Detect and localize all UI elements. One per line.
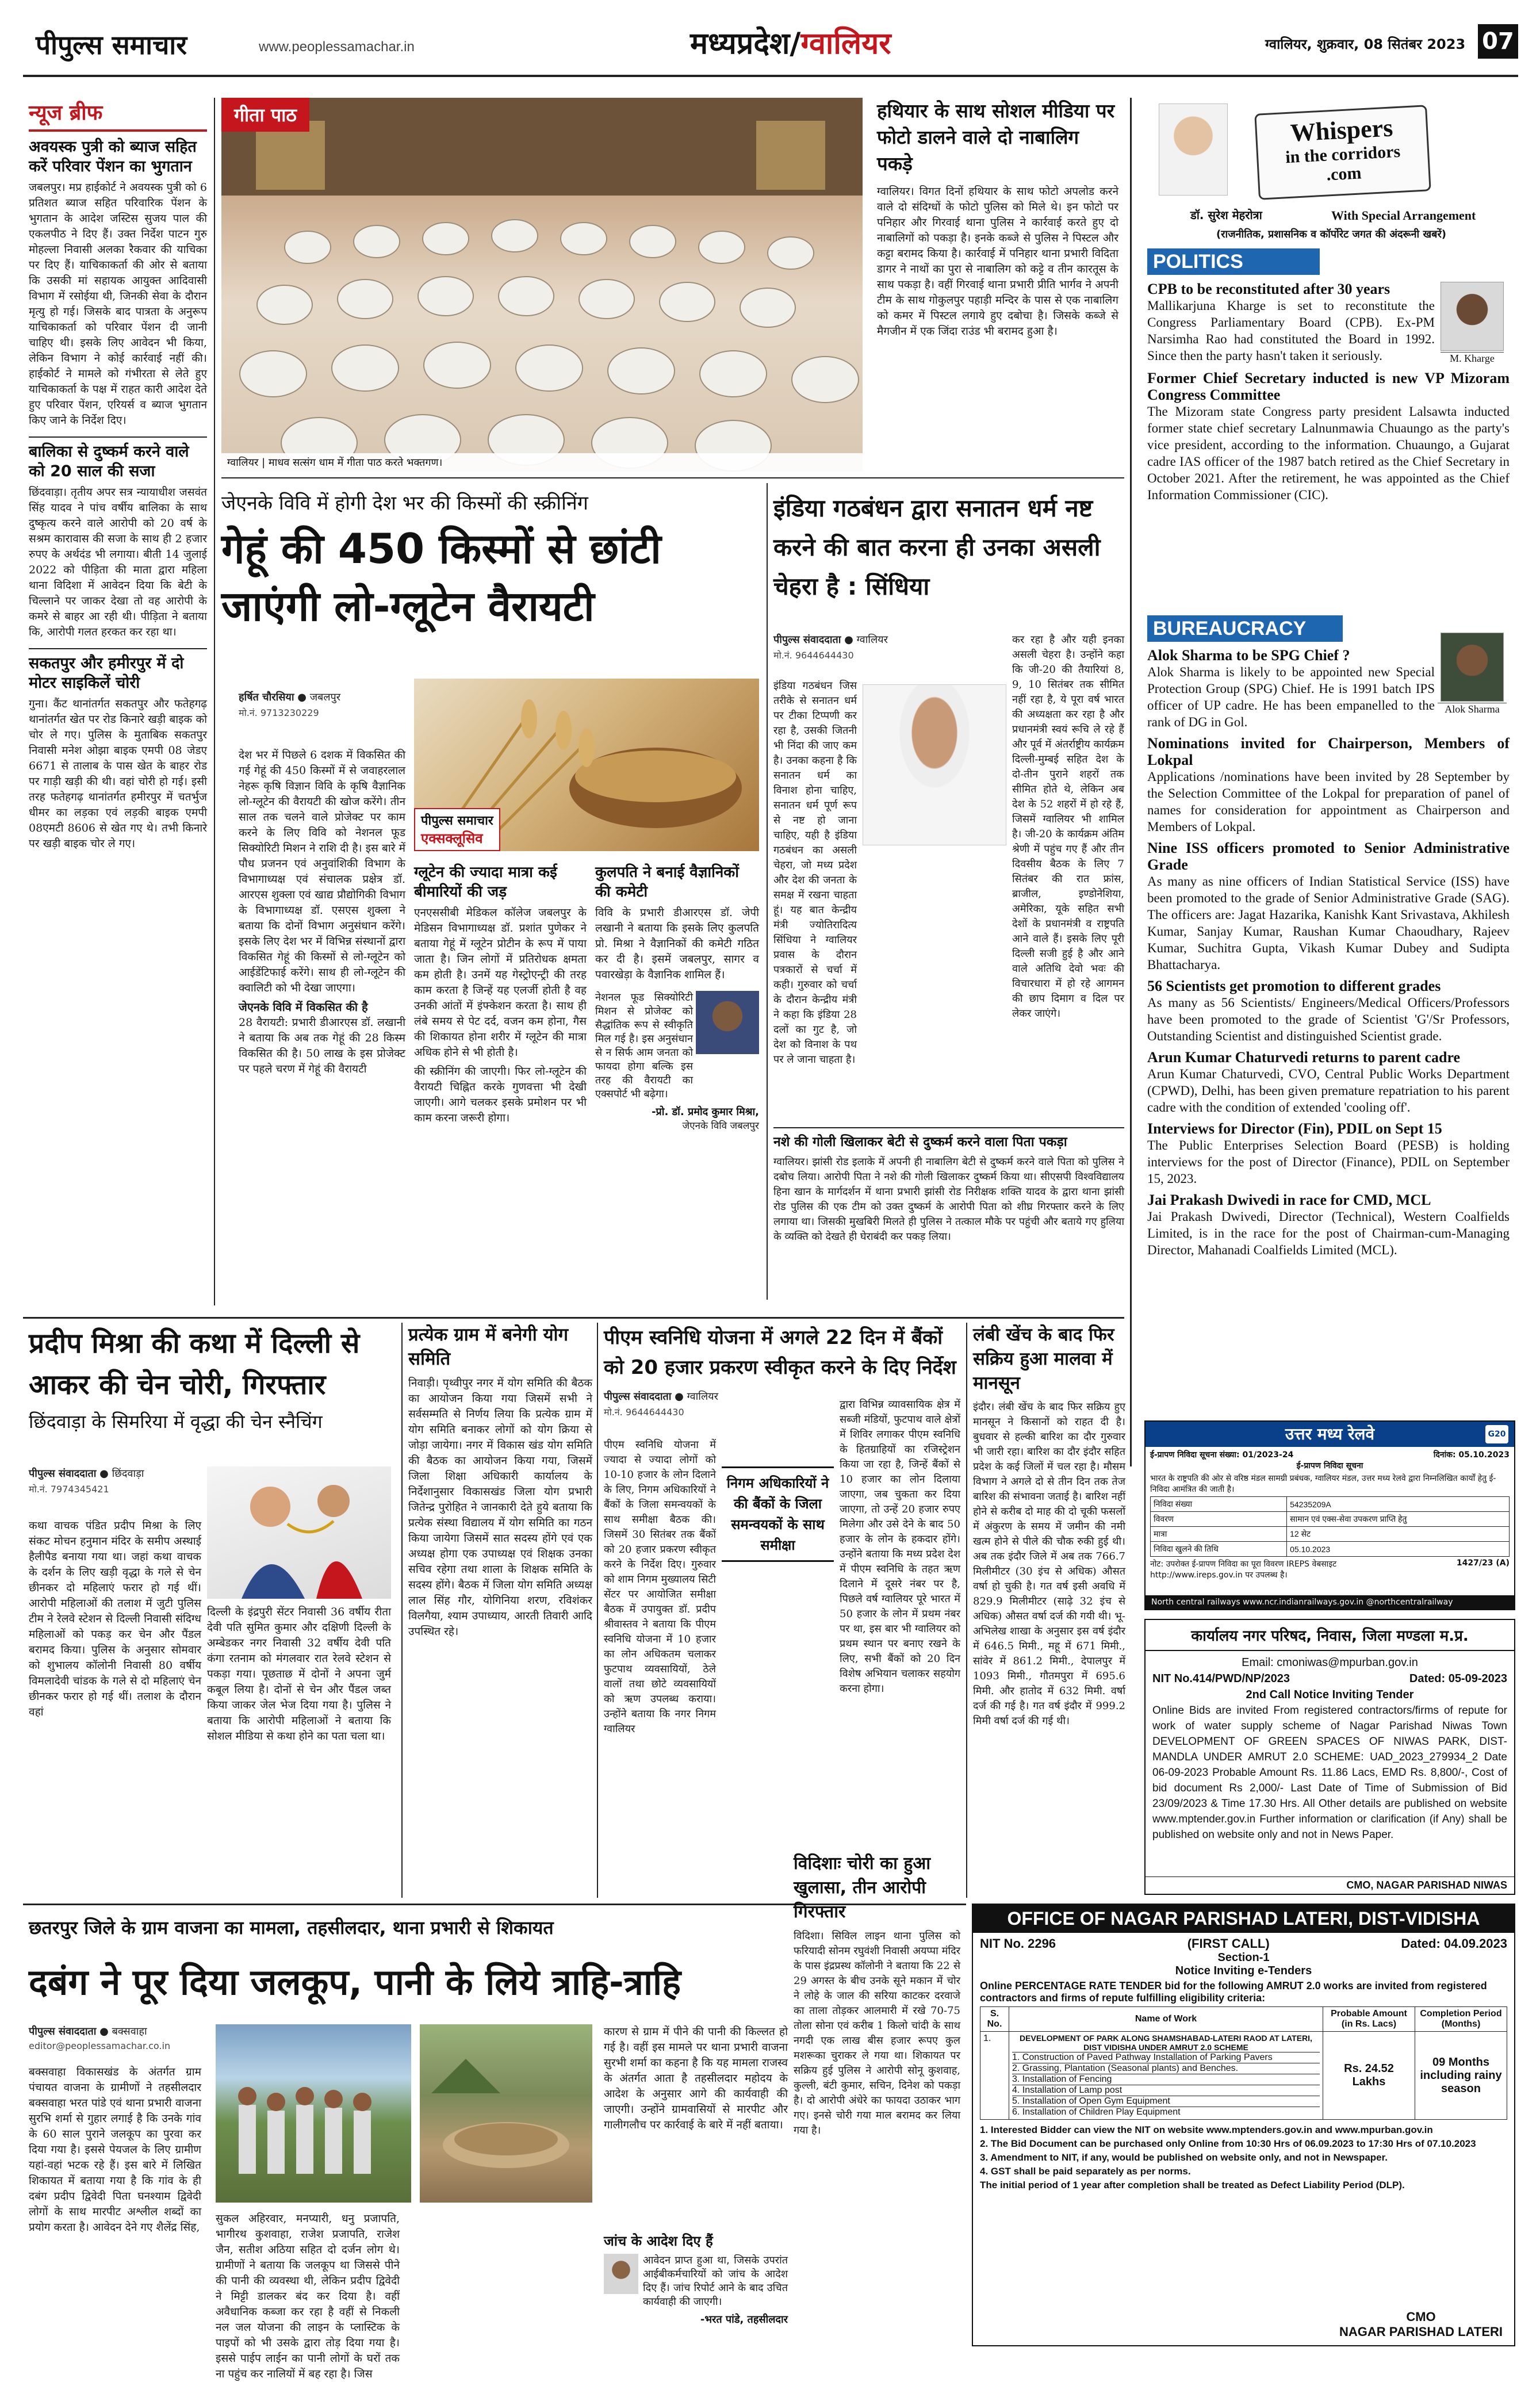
wheat-reporter: हर्षित चौरसिया: [239, 691, 294, 703]
wheat-subhead-2: ग्लूटेन की ज्यादा मात्रा कई बीमारियों की जड़: [414, 864, 557, 901]
chhatarpur-body-1: बक्सवाहा विकासखंड के अंतर्गत ग्राम पंचायत वाजना के ग्रामीणों ने तहसीलदार बक्सवाहा भरत पांडे एवं थाना प्रभारी वाजना सुरभि शर्मा से गुहार लगाई है कि उनके गांव के 60 साल पुराने जलकूप का पुरवा कर दिया गया है। इससे पेयजल के लिए ग्रामीण यहां-वहां भटक रहे हैं। इस बारे में लिखित शिकायत में बताया गया है कि गांव के ही दबंग प्रदीप द्विवेदी पिता घनश्याम द्विवेदी लोगों के साथ मारपीट अश्लील शब्दों का प्रयोग करता है। आवेदन देने गए शैलेंद्र सिंह,: [29, 2066, 201, 2234]
g20-logo: G20: [1485, 1425, 1508, 1443]
wheat-col-3: [595, 863, 759, 1134]
col-sno: S. No.: [980, 2007, 1009, 2032]
brief-body: छिंदवाड़ा। तृतीय अपर सत्र न्यायाधीश जसवंत सिंह यादव ने पांच वर्षीय बालिका के साथ दुष्कृत्य करने वाले आरोपी को 20 वर्ष के सश्रम कारावास की सजा के साथ ही 2 हजार रुपए के अर्थदंड भी लगाया। बीती 14 जुलाई 2022 को पीड़िता की माता द्वारा महिला थाना विदिशा में आवेदन दिया कि बेटी के चिल्लाने पर जाकर देखा तो वह आरोपी के कमरे से बाहर आ रही थी। पीड़िता ने बताया कि, आरोपी गलत हरकत कर रहा था।: [29, 486, 207, 638]
column-rule: [767, 483, 768, 1300]
bureaucracy-headline: 56 Scientists get promotion to different grades: [1147, 978, 1441, 994]
bureaucracy-body: Arun Kumar Chaturvedi, CVO, Central Public Works Department (CPWD), Delhi, has been given premature repatriation to his parent cadre with the condition of extended 'cooling off'.: [1147, 1067, 1510, 1115]
monsoon-headline: लंबी खेंच के बाद फिर सक्रिय हुआ मालवा में मानसून: [973, 1324, 1114, 1393]
railway-subtitle: ई-प्रापण निविदा सूचना: [1296, 1461, 1363, 1470]
wheat-photo: [414, 679, 759, 851]
scindia-city: ग्वालियर: [856, 634, 888, 646]
railway-note-text[interactable]: नोट: उपरोक्त ई-प्रापण निविदा का पूरा विवरण IREPS वेबसाइट http://www.ireps.gov.in पर उपलब्ध है।: [1150, 1560, 1337, 1580]
chhatarpur-kicker: छतरपुर जिले के ग्राम वाजना का मामला, तहसीलदार, थाना प्रभारी से शिकायत: [29, 1917, 554, 1939]
page-number: 07: [1478, 24, 1518, 59]
lateri-footer-1: CMO: [1406, 2310, 1436, 2324]
monsoon-story: [973, 1323, 1125, 1898]
wheat-body-3: विवि के प्रभारी डीआरएस डॉ. जेपी लखानी ने बताया कि इसके लिए कुलपति प्रो. मिश्रा ने वैज्ञानिकों की कमेटी गठित कर दी है। इसमें जबलपुर, सागर व पवारखेड़ा के वैज्ञानिक शामिल हैं।: [595, 906, 759, 981]
wheat-col-2: [414, 863, 587, 1126]
bureaucracy-headline: Alok Sharma to be SPG Chief ?: [1147, 647, 1350, 664]
gita-path-caption: ग्वालियर | माधव सत्संग धाम में गीता पाठ करते भक्तगण।: [221, 453, 863, 472]
wheat-headline: गेहूं की 450 किस्मों से छांटी जाएंगी लो-ग्लूटेन वैरायटी: [221, 524, 661, 630]
cell-sno: 1.: [980, 2032, 1009, 2120]
lateri-tender-ad: [972, 1904, 1515, 2346]
lateri-intro: Online PERCENTAGE RATE TENDER bid for the following AMRUT 2.0 works are invited from registered contractors and firms of repute fulfilling eligibility criteria:: [980, 1980, 1487, 2004]
svanidhi-pull-quote: निगम अधिकारियों ने की बैंकों के जिला समन्वयकों के साथ समीक्षा: [722, 1466, 834, 1562]
monsoon-body: इंदौर। लंबी खेंच के बाद फिर सक्रिय हुए मानसून ने किसानों को राहत दी है। बुधवार से हल्की बारिश का दौर गुरुवार भी जारी रहा। बारिश का दौर इंदौर सहित प्रदेश के कई जिलों में चल रहा है। मौसम विभाग ने अगले दो से तीन दिन तक तेज बारिश की संभावना जताई है। बारिश नहीं होने से करीब दो माह की दो चूकी फसलों में अंकुरण के समय में जमीन की नमी खत्म होने से पीले की चौक रुकी हुई थी। अब तक इंदौर जिले में अब तक 766.7 मिलीमीटर (30 इंच से अधिक) औसत वर्षा हो चुकी है। गत वर्ष इसी अवधि में 829.9 मिलीमीटर (साढ़े 32 इंच से अधिक) औसत वर्षा दर्ज की गयी थी। भू-अभिलेख शाखा के अनुसार इस वर्ष इंदौर में 646.5 मिमी., महू में 671 मिमी., सांवेर में 861.2 मिमी., देपालपुर में 1093 मिमी., गौतमपुरा में 695.6 मिमी. और हातोद में 632 मिमी. वर्षा दर्ज की गई है। गत वर्ष इंदौर में 999.2 मिमी वर्षा दर्ज की गई थी।: [973, 1401, 1125, 1727]
railway-tender-ad: [1144, 1420, 1515, 1610]
component: 3. Installation of Fencing: [1012, 2074, 1320, 2085]
wheat-subhead-1: जेएनके विवि में विकसित की है: [239, 1000, 368, 1014]
wheat-body-text: 28 वैरायटी: प्रभारी डीआरएस डॉ. लखानी ने बताया कि अब तक गेहूं की 28 किस्म विकसित की है। 50 लाख के इस प्रोजेक्ट पर पहले चरण में गेहूं की वैरायटी: [239, 1016, 405, 1075]
table-row: [1151, 1542, 1510, 1557]
scindia-bureau: पीपुल्स संवाददाता: [773, 634, 841, 646]
wheat-quote-author: -प्रो. डॉ. प्रमोद कुमार मिश्रा,: [652, 1106, 759, 1118]
svanidhi-byline: पीपुल्स संवाददाता ● ग्वालियर मो.नं. 9644644430: [604, 1389, 960, 1418]
mandla-body-block: [1146, 1651, 1514, 1846]
chain-bureau: पीपुल्स संवाददाता: [29, 1468, 97, 1480]
lateri-note: 1. Interested Bidder can view the NIT on website www.mptenders.gov.in and www.mpurban.gov.in: [980, 2124, 1433, 2135]
section-title-right: ग्वालियर: [800, 26, 891, 61]
lateri-body: [973, 1933, 1514, 2196]
section-title-left: मध्यप्रदेश/: [690, 26, 801, 61]
brief-item: [29, 137, 207, 428]
chain-illustration: [207, 1466, 391, 1599]
lateri-dated: Dated: 04.09.2023: [1401, 1936, 1507, 1951]
weapons-headline: हथियार के साथ सोशल मीडिया पर फोटो डालने वाले दो नाबालिग पकड़े: [877, 99, 1115, 175]
politics-headline: CPB to be reconstituted after 30 years: [1147, 281, 1390, 297]
brief-item: [29, 648, 207, 852]
column-rule: [401, 1323, 403, 1898]
wheat-quote-box: [595, 991, 759, 1134]
yoga-headline: प्रत्येक ग्राम में बनेगी योग समिति: [408, 1324, 569, 1369]
wheat-body-2b: की स्क्रीनिंग की जाएगी। फिर लो-ग्लूटेन की वैरायटी चिह्नित करके गुणवत्ता भी देखी जाएगी। आगे चलकर इसके प्रमोशन पर भी काम करना जरूरी होगा।: [414, 1065, 587, 1124]
politics-body: The Mizoram state Congress party president Lalsawta inducted former state chief secretary Lalnunmawia Chuaungo as the party's vice president, according to the information. Chuaungo, a Gujarat cadre IAS officer of the 1987 batch retired as the Chief Secretary in October 2021. After the retirement, he was appointed as the Chief Information Commissioner (CIC).: [1147, 404, 1510, 502]
brief-headline: अवयस्क पुत्री को ब्याज सहित करें परिवार पेंशन का भुगतान: [29, 138, 197, 175]
father-arrest-headline: नशे की गोली खिलाकर बेटी से दुष्कर्म करने वाला पिता पकड़ा: [773, 1135, 1067, 1150]
railway-title: उत्तर मध्य रेलवे: [1285, 1424, 1375, 1443]
component: 1. Construction of Paved Pathway Installation of Parking Pavers: [1012, 2052, 1320, 2063]
politics-headline: Former Chief Secretary inducted is new VP Mizoram Congress Committee: [1147, 370, 1510, 403]
brief-body: जबलपुर। मप्र हाईकोर्ट ने अवयस्क पुत्री को 6 प्रतिशत ब्याज सहित परिवारिक पेंशन के भुगतान के आदेश जस्टिस सुजय पाल की एकलपीठ ने दिए हैं। उक्त निर्देश पाटन गुरु मोहल्ला निवासी अलका रैकवार की याचिका पर दिए हैं। याचिकाकर्ता की ओर से बताया कि उसकी मां सहायक आयुक्त आदिवासी विभाग में रसोईया थी, जिनकी सेवा के दौरान मृत्यु हो गई। जिसके बाद पात्रता के अनुरूप याचिकाकर्ता को परिवार पेंशन दी जानी चाहिए थी। इसके लिए आवेदन भी किया, लेकिन विभाग ने कोई कार्रवाई नहीं की। हाईकोर्ट ने मामले को गंभीरता से लेते हुए याचिकाकर्ता के पक्ष में राहत कारी आदेश देते हुए परिवार पेंशन, एरियर्स व ब्याज भुगतान किए जाने के निर्देश दिए।: [29, 181, 207, 427]
component: 5. Installation of Open Gym Equipment: [1012, 2096, 1320, 2107]
politics-body: Mallikarjuna Kharge is set to reconstitute the Congress Parliamentary Board (CPB). Ex-PM Narsimha Rao had constituted the Board in 1992. Since then the party hasn't taken it seriously.: [1147, 298, 1435, 363]
wheat-city: जबलपुर: [309, 691, 341, 703]
railway-date: दिनांक: 05.10.2023: [1433, 1450, 1510, 1460]
wheat-body-1: [239, 748, 405, 1077]
chhatarpur-inset: [604, 2231, 788, 2326]
table-cell: विवरण: [1151, 1512, 1287, 1527]
railway-notice-label: ई-प्रापण निविदा सूचना संख्या:: [1150, 1450, 1240, 1460]
component: 4. Installation of Lamp post: [1012, 2085, 1320, 2096]
section-title: [690, 22, 891, 63]
svanidhi-city: ग्वालियर: [687, 1391, 718, 1403]
brief-headline: सकतपुर और हमीरपुर में दो मोटर साइकिलें चोरी: [29, 654, 184, 692]
sharma-caption: Alok Sharma: [1438, 703, 1507, 715]
bureaucracy-body: Alok Sharma is likely to be appointed new Special Protection Group (SPG) Chief. He is 1991 batch IPS officer of UP cadre. He has been empanelled to the rank of DG in Gol.: [1147, 665, 1435, 729]
chhatarpur-inset-head: जांच के आदेश दिए हैं: [604, 2233, 713, 2249]
lateri-note: 4. GST shall be paid separately as per norms.: [980, 2166, 1191, 2177]
scindia-byline: पीपुल्स संवाददाता ● ग्वालियर मो.नं. 9644644430: [773, 634, 888, 661]
chhatarpur-byline: पीपुल्स संवाददाता ● बक्सवाहा editor@peoplessamachar.co.in: [29, 2025, 171, 2051]
table-cell: 05.10.2023: [1287, 1542, 1510, 1557]
mandla-body: Online Bids are invited From registered contractors/firms of repute for work of water supply scheme of Nagar Parishad Niwas Town DEVELOPMENT OF GREEN SPACES OF NIWAS PARK, DIST-MANDLA UNDER AMRUT 2.0 SCHEME: UAD_2023_279934_2 Date 06-09-2023 Probable Amount Rs. 11.86 Lacs, EMD Rs. 8,800/-, Cost of bid document Rs 2,000/- Last Date of Time of Submission of Bid 23/09/2023 & Time 17.30 Hrs. All Other details are published on website www.mptender.gov.in Further information or clarification (if Any) shall be published on website only and not in News Paper.: [1152, 1705, 1507, 1841]
vidisha-headline: विदिशाः चोरी का हुआ खुलासा, तीन आरोपी गिरफ्तार: [794, 1853, 930, 1922]
component: 6. Installation of Children Play Equipment: [1012, 2107, 1320, 2117]
cell-period: 09 Months including rainy season: [1415, 2032, 1507, 2120]
lateri-header-line: [980, 1936, 1507, 1951]
chain-body-2: दिल्ली के इंद्रपुरी सेंटर निवासी 36 वर्षीय रीता देवी पति सुमित कुमार और दक्षिणी दिल्ली के अम्बेडकर नगर निवासी 32 वर्षीय देवी पति कंगा रतनाम को मंगलवार रात रेलवे स्टेशन से पकड़ा गया। पूछताछ में दोनों ने अपना जुर्म कबूल लिया है। दोनों से चेन और पैंडल जब्त किया जाकर जेल भेज दिया गया है। पुलिस ने बताया कि आरोपी महिलाओं ने बताया कि सोशल मीडिया से कथा होने का पता चला था।: [207, 1606, 391, 1743]
column-rule: [1130, 98, 1132, 1466]
lateri-table: [980, 2006, 1507, 2120]
col-amount: Probable Amount (in Rs. Lacs): [1323, 2007, 1415, 2032]
table-cell: निविदा संख्या: [1151, 1497, 1287, 1512]
lateri-note: The initial period of 1 year after completion shall be treated as Defect Liability Period (DLP).: [980, 2180, 1405, 2190]
chain-body-1: कथा वाचक पंडित प्रदीप मिश्रा के लिए संकट मोचन हनुमान मंदिर के समीप अस्थाई हैलीपैड बनाया गया था। जहां कथा वाचक के दर्शन के लिए खड़ी वृद्धा के गले से चेन छीनकर दो महिलाएं फरार हो गई थीं। आरोपी महिलाओं की तलाश में जुटी पुलिस टीम ने रेलवे स्टेशन से दिल्ली निवासी संदिग्ध महिलाओं को पकड़ कर चेन और पैंडल बरामद किया। पुलिस के अनुसार सोमवार को शुभालय कॉलोनी निवासी 80 वर्षीय विमलादेवी चांडक के गले से दो महिलाएं चेन छीनकर फरार हो गई थीं। तलाश के दौरान वहां: [29, 1519, 201, 1718]
mandla-tender-ad: [1144, 1619, 1515, 1895]
brief-headline: बालिका से दुष्कर्म करने वाले को 20 साल की सजा: [29, 443, 189, 480]
wheat-subhead-3: कुलपति ने बनाई वैज्ञानिकों की कमेटी: [595, 864, 740, 901]
chhatarpur-bureau: पीपुल्स संवाददाता: [29, 2025, 97, 2038]
column-rule: [966, 1323, 967, 1898]
bureaucracy-headline: Arun Kumar Chaturvedi returns to parent cadre: [1147, 1049, 1461, 1066]
railway-table: [1150, 1496, 1510, 1557]
cell-work: [1009, 2032, 1323, 2120]
scindia-mobile: मो.नं. 9644644430: [773, 650, 854, 661]
table-cell: 12 सेट: [1287, 1527, 1510, 1542]
wheat-mobile: मो.नं. 9713230229: [239, 707, 319, 718]
wheat-quote-role: जेएनके विवि जबलपुर: [682, 1120, 759, 1132]
mandla-nit-line: [1152, 1671, 1507, 1687]
cell-amount: Rs. 24.52 Lakhs: [1323, 2032, 1415, 2120]
lateri-call: (FIRST CALL): [1187, 1936, 1270, 1951]
vidisha-story: [794, 1852, 960, 2346]
exclusive-logo: पीपुल्स समाचार: [421, 814, 493, 828]
lateri-footer: [1339, 2310, 1503, 2339]
whispers-logo-line3: .com: [1326, 163, 1362, 185]
chain-city: छिंदवाड़ा: [112, 1468, 144, 1480]
kharge-caption: M. Kharge: [1441, 352, 1504, 365]
svanidhi-body-2: द्वारा विभिन्न व्यावसायिक क्षेत्र में सब्जी मंडियों, फुटपाथ वाले क्षेत्रों में शिविर लगाकर पीएम स्वनिधि के हितग्राहियों का रजिस्ट्रेशन किया जा रहा है, जिन्हें बैंकों से 10 हजार का लोन दिलाया जाएगा, जब चुकता कर दिया जाएगा, तो उन्हें 20 हजार रुपए मिलेगा और उसे देने के बाद 50 हजार के लोन के हकदार होंगे। उन्होंने बताया कि मध्य प्रदेश देश में पीएम स्वनिधि के तहत ऋण दिलाने में दूसरे नंबर पर है, पिछले वर्ष ग्वालियर पूरे भारत में 50 हजार के लोन में प्रथम नंबर पर था, इस बार भी ग्वालियर को प्रथम स्थान पर बनाए रखने के लिए, सभी बैंकों को 20 दिन विशेष अभियान चलाकर सहयोग करना होगा।: [840, 1399, 960, 1695]
svanidhi-mobile: मो.नं. 9644644430: [604, 1407, 684, 1418]
mandla-title: कार्यालय नगर परिषद, निवास, जिला मण्डला म.प्र.: [1146, 1620, 1514, 1651]
railway-title-band: [1146, 1422, 1514, 1447]
section-rule: [773, 1127, 1124, 1128]
table-row: [1151, 1497, 1510, 1512]
chhatarpur-inset-body: आवेदन प्राप्त हुआ था, जिसके उपरांत आईबीकर्मचारियों को जांच के आदेश दिए हैं। जांच रिपोर्ट आने के बाद उचित कार्यवाही की जाएगी।: [643, 2254, 788, 2308]
lateri-nit: NIT No. 2296: [980, 1936, 1056, 1951]
chhatarpur-body-3: कारण से ग्राम में पीने की पानी की किल्लत हो गई है। वहीं इस मामले पर थाना प्रभारी वाजना सुरभी शर्मा का कहना है कि यह मामला राजस्व के अंतर्गत आता है तहसीलदार महोदय के आदेश के अनुसार आगे की कार्यवाही की जाएगी। उन्होंने ग्रामवासियों से मारपीट और गालीगलौच पर कार्रवाई के बारे में नहीं बताया।: [604, 2025, 788, 2131]
bureaucracy-items: [1147, 647, 1510, 1258]
table-row: [1151, 1527, 1510, 1542]
father-arrest-story: [773, 1132, 1124, 1304]
mandla-subtitle: 2nd Call Notice Inviting Tender: [1246, 1688, 1414, 1701]
scindia-body-1: इंडिया गठबंधन जिस तरीके से सनातन धर्म पर टीका टिप्पणी कर रहा है, उसकी जितनी भी निंदा की जाए कम है। उनका कहना है कि सनातन धर्म का विनाश होना चाहिए, सनातन धर्म पूर्ण रूप से नष्ट हो जाना चाहिए, यही है इंडिया गठबंधन का असली चेहरा, जो मध्य प्रदेश और देश की जनता के समक्ष में रखना चाहता हूं। यह बात केन्द्रीय मंत्री ज्योतिरादित्य सिंधिया ने ग्वालियर प्रवास के दौरान पत्रकारों से चर्चा में कही। गुरुवार को चर्चा के दौरान केन्द्रीय मंत्री ने कहा कि इंडिया 28 दलों का गुट है, जो देश को विनाश के पथ पर ले जाना चाहता है।: [773, 680, 857, 1066]
scindia-headline: इंडिया गठबंधन द्वारा सनातन धर्म नष्ट करने की बात करना ही उनका असली चेहरा है : सिंधिया: [773, 494, 1101, 600]
table-cell: 54235209A: [1287, 1497, 1510, 1512]
section-rule: [23, 1317, 1124, 1319]
wheat-story: [221, 483, 762, 1305]
chhatarpur-photo-1: [216, 2024, 411, 2203]
gita-path-photo: [221, 98, 863, 472]
mandla-dated: Dated: 05-09-2023: [1409, 1672, 1507, 1685]
website[interactable]: www.peoplessamachar.in: [259, 39, 415, 55]
table-header-row: [980, 2007, 1507, 2032]
chhatarpur-city: बक्सवाहा: [112, 2025, 147, 2038]
yoga-body: निवाड़ी। पृथ्वीपुर नगर में योग समिति की बैठक का आयोजन किया गया जिसमें सभी ने सर्वसम्मति से निर्णय लिया कि प्रत्येक ग्राम में योग समिति बनाकर लोगों को योग क्रिया से जोड़ा जायेगा। नगर में विकास खंड योग समिति की बैठक का आयोजन किया गया, जिसमें जिला शिक्षा अधिकारी कार्यालय के निर्देशानुसार विकासखंड जिला योग प्रभारी जितेन्द्र पुरोहित ने जानकारी देते हुये बताया कि प्रत्येक संस्था विद्यालय में योग समिति का गठन किया जायेगा जिसमें सात सदस्य होंगे एवं एक अध्यक्ष होगा एक उपाध्यक्ष एवं शिक्षक उनका सचिव रहेगा तथा शाला के शिक्षक समिति के सदस्य होंगे। बैठक में जिला योग समिति अध्यक्ष लाल सिंह गौर, योगिनिया शरण, रविशंकर विलगैया, श्याम उपाध्याय, आरती तिवारी आदि उपस्थित रहे।: [408, 1377, 592, 1638]
bureaucracy-headline: Jai Prakash Dwivedi in race for CMD, MCL: [1147, 1192, 1431, 1208]
railway-body: [1146, 1447, 1514, 1583]
lateri-notice: Notice Inviting e-Tenders: [1175, 1964, 1312, 1977]
gita-path-illustration: [221, 98, 863, 472]
bureaucracy-body: As many as 56 Scientists/ Engineers/Medical Officers/Professors have been promoted to the grade of Scientist 'G'/Sr Professors, Outstanding Scientist and distinguished Scientist grade.: [1147, 995, 1510, 1043]
whispers-logo-line1: Whispers: [1289, 113, 1394, 147]
whispers-author: डॉ. सुरेश मेहरोत्रा: [1190, 208, 1262, 222]
exclusive-label: एक्सक्लूसिव: [421, 830, 483, 847]
dateline: ग्वालियर, शुक्रवार, 08 सितंबर 2023: [1265, 36, 1466, 52]
table-cell: निविदा खुलने की तिथि: [1151, 1542, 1287, 1557]
whispers-logo-line2: in the corridors: [1285, 141, 1401, 167]
svanidhi-headline: पीएम स्वनिधि योजना में अगले 22 दिन में बैंकों को 20 हजार प्रकरण स्वीकृत करने के दिए निर्देश: [604, 1326, 956, 1379]
bureaucracy-headline: Nominations invited for Chairperson, Members of Lokpal: [1147, 735, 1510, 768]
wheat-kicker: जेएनके विवि में होगी देश भर की किस्मों की स्क्रीनिंग: [221, 492, 588, 515]
scindia-photo: [863, 684, 1006, 845]
bureaucracy-body: The Public Enterprises Selection Board (PESB) is holding interviews for the post of Director (Finance), PDIL on September 15, 2023.: [1147, 1138, 1510, 1186]
chain-headline: प्रदीप मिश्रा की कथा में दिल्ली से आकर की चेन चोरी, गिरफ्तार: [29, 1327, 360, 1401]
wheat-body-2: एनएससीबी मेडिकल कॉलेज जबलपुर के मेडिसन विभागाध्यक्ष डॉ. प्रशांत पुणेकर ने बताया गेहूं में ग्लूटेन प्रोटीन के रूप में पाया जाता है। जिन लोगों में प्रतिरोधक क्षमता कम होती है। उनमें यह गेस्ट्रोएन्ट्री की तरह काम करता है जिन्हें यह एलर्जी होती है वह उनकी आंतों में इंफ्केशन करता है। साथ ही लंबे समय से पेट दर्द, वजन कम होना, गैस की शिकायत होना शरीर में ग्लूटेन की मात्रा अधिक होने से भी होती है।: [414, 906, 587, 1059]
table-cell: मात्रा: [1151, 1527, 1287, 1542]
lateri-note: 2. The Bid Document can be purchased only Online from 10:30 Hrs of 06.09.2023 to 17:30 Hrs of 07.10.2023: [980, 2138, 1476, 2149]
railway-intro: भारत के राष्ट्रपति की ओर से वरिष्ठ मंडल सामग्री प्रबंधक, ग्वालियर मंडल, उत्तर मध्य रेलवे द्वारा निम्नलिखित कार्यों हेतु ई-निविदा आमंत्रित की जाती है।: [1150, 1474, 1496, 1494]
lateri-footer-2: NAGAR PARISHAD LATERI: [1339, 2324, 1503, 2339]
column-rule: [214, 98, 215, 1305]
svanidhi-bureau: पीपुल्स संवाददाता: [604, 1391, 672, 1403]
table-row: [1151, 1512, 1510, 1527]
mandla-nit: NIT No.414/PWD/NP/2023: [1152, 1672, 1290, 1685]
chhatarpur-inset-author: -भरत पांडे, तहसीलदार: [700, 2314, 788, 2326]
brief-item: [29, 436, 207, 640]
chain-snatching-icon: [207, 1466, 391, 1599]
scindia-story: [773, 489, 1124, 1127]
news-brief-label: न्यूज ब्रीफ: [29, 98, 207, 132]
chain-subhead: छिंदवाड़ा के सिमरिया में वृद्धा की चेन स्नैचिंग: [29, 1411, 323, 1433]
col-work: Name of Work: [1009, 2007, 1323, 2032]
weapons-story: [877, 98, 1118, 472]
wheat-quote: नेशनल फूड सिक्योरिटी मिशन से प्रोजेक्ट को सैद्धांतिक रूप से स्वीकृति मिल गई है। इस अनुसंधान से न सिर्फ आम जनता को फायदा होगा बल्कि इस तरह की वैरायटी का एक्सपोर्ट भी बढ़ेगा।: [595, 991, 693, 1100]
exclusive-badge: [414, 808, 500, 851]
wheat-body-text: देश भर में पिछले 6 दशक में विकसित की गई गेहूं की 450 किस्मों में से जवाहरलाल नेहरू कृषि विज्ञान विवि के कृषि वैज्ञानिक लो-ग्लूटेन की वैरायटी की खोज करेंगे। तीन साल तक चलने वाले प्रोजेक्ट पर काम करने के लिए विवि को नेशनल फूड सिक्योरिटी मिशन ने राशि दी है। इस बारे में पौध प्रजनन एवं अनुवांशिकी विभाग के विभागाध्यक्ष एवं संचालक प्रक्षेत्र डॉ. आरएस शुक्ला एवं खाद्य प्रौद्योगिकी विभाग के विभागाध्यक्ष डॉ. एसएस शुक्ला ने बताया कि दोनों विभाग अनुसंधान करेंगे। इसके लिए देश भर में विभिन्न संस्थानों द्वारा विकसित गेहूं की किस्मों से लो-ग्लूटेन को आईडेंटिफाई करेंगे। साथ ही लो-ग्लूटेन की क्वालिटी को भी देखा जाएगा।: [239, 749, 405, 994]
filled-well-illustration: [420, 2024, 592, 2203]
whispers-logo: [1254, 105, 1431, 200]
lateri-note: 3. Amendment to NIT, if any, would be published on website only, and not in Newspaper.: [980, 2152, 1388, 2163]
father-arrest-body: ग्वालियर। झांसी रोड इलाके में अपनी ही नाबालिग बेटी से दुष्कर्म करने वाले पिता को पुलिस ने दबोच लिया। आरोपी पिता ने नशे की गोली खिलाकर दुष्कर्म किया था। सीएसपी विश्वविद्यालय हिना खान के मार्गदर्शन में थाना प्रभारी झांसी रोड निरीक्षक शक्ति यादव के द्वारा थाना झांसी रोड पुलिस की एक टीम को उक्त दुष्कर्म के आरोपी पिता को शीघ्र गिरफ्तार करने के लिए लगाया था। जिसकी मुखबिरी मिलते ही पुलिस ने तत्काल मौके पर पहुंची और बताये गए हुलिया के व्यक्ति को देखते ही घेराबंदी कर पकड़ लिया।: [773, 1156, 1124, 1243]
bureaucracy-body: As many as nine officers of Indian Statistical Service (ISS) have been promoted to the grade of Senior Administrative Grade (SAG). The officers are: Jagat Hazarika, Kanishk Kant Srivastava, Akhilesh Kumar, Sanjay Kumar, Raushan Kumar Chaoudhary, Rajeev Kumar, Suchitra Gupta, Vikash Kumar Dubey and Sudipta Bhattacharya.: [1147, 874, 1510, 972]
bureaucracy-headline: Nine ISS officers promoted to Senior Administrative Grade: [1147, 840, 1510, 873]
chhatarpur-email[interactable]: editor@peoplessamachar.co.in: [29, 2040, 171, 2051]
author-photo: [1159, 104, 1228, 196]
whispers-arrangement: With Special Arrangement: [1331, 208, 1476, 223]
svanidhi-story: [604, 1323, 960, 1898]
wheat-byline: हर्षित चौरसिया ● जबलपुर मो.नं. 9713230229: [239, 691, 341, 718]
lateri-title: OFFICE OF NAGAR PARISHAD LATERI, DIST-VIDISHA: [973, 1905, 1514, 1933]
chain-byline: पीपुल्स संवाददाता ● छिंदवाड़ा मो.नं. 7974345421: [29, 1468, 144, 1495]
yoga-story: [408, 1323, 592, 1898]
lateri-notes: [980, 2123, 1507, 2192]
masthead-rule: [23, 75, 1518, 77]
chhatarpur-body-2: सुकल अहिरवार, मनप्यारी, धनु प्रजापति, भागीरथ कुशवाहा, राजेश प्रजापति, राजेश जैन, सतीश अठिया सहित दो दर्जन लोग थे। ग्रामीणों ने बताया कि जलकूप था जिससे पीने की पानी की व्यवस्था थी, लेकिन प्रदीप द्विवेदी ने मिट्टी डालकर बंद कर दिया है। वहीं अवैधानिक कब्जा कर रहा है वहीं से निकली नल जल योजना की लाइन के प्लास्टिक के पाइपों को भी उसके द्वारा तोड़ दिया गया है। इससे पाईप लाईन का पानी लोगों के घरों तक ना पहुंच कर नालियों में बह रहा है। जिस: [216, 2212, 400, 2380]
bureaucracy-band: BUREAUCRACY: [1147, 615, 1343, 642]
railway-ref: 1427/23 (A): [1456, 1558, 1510, 1568]
lateri-section: Section-1: [1217, 1951, 1270, 1964]
mandla-email[interactable]: Email: cmoniwas@mpurban.gov.in: [1242, 1656, 1418, 1669]
table-cell: सामान एवं एक्स-सेवा उपकरण प्राप्ति हेतु: [1287, 1512, 1510, 1527]
politics-band: POLITICS: [1147, 248, 1320, 275]
mandla-footer: CMO, NAGAR PARISHAD NIWAS: [1146, 1877, 1514, 1894]
masthead: [0, 0, 1540, 86]
whispers-tagline: (राजनीतिक, प्रशासनिक व कॉर्पोरेट जगत की अंदरूनी खबरें): [1216, 228, 1447, 240]
table-row: [980, 2032, 1507, 2120]
section-rule: [221, 477, 1124, 478]
villagers-illustration: [216, 2024, 411, 2203]
railway-note: [1150, 1558, 1510, 1580]
vidisha-body: विदिशा। सिविल लाइन थाना पुलिस को फरियादी सोनम रघुवंशी निवासी अयप्पा मंदिर के पास इंद्रप्रस्थ कॉलोनी ने बताया कि 22 से 29 अगस्त के बीच उनके सूने मकान में चोर ने लोहे के जाल की सरिया काटकर दरवाजे का ताला तोड़कर आलमारी में रखे 70-75 तोला सोना एवं करीब 1 किलो चांदी के साथ नगदी एक लाख बीस हजार रूपए कुल मशरूका चुराकर ले गया था। शिकायत पर सक्रिय हुई पुलिस ने आरोपी सोनू कुशवाह, कुल्ली, बंटी कुमार, सचिन, दिनेश को पकड़ा है। दो आरोपी अंधेरे का फायदा उठाकर भाग गए। इनसे चोरी गया माल बरामद कर लिया गया है।: [794, 1930, 960, 2136]
chhatarpur-headline: दबंग ने पूर दिया जलकूप, पानी के लिये त्राहि-त्राहि: [29, 1961, 681, 2003]
col-period: Completion Period (Months): [1415, 2007, 1507, 2032]
logo: पीपुल्स समाचार: [36, 29, 187, 60]
railway-social-bar[interactable]: North central railways www.ncr.indianrailways.gov.in @northcentralrailway: [1146, 1595, 1514, 1609]
whispers-column: [1141, 98, 1515, 1466]
railway-notice-no: 01/2023-24: [1242, 1450, 1294, 1460]
bureaucracy-headline: Interviews for Director (Fin), PDIL on Sept 15: [1147, 1120, 1442, 1137]
work-title: DEVELOPMENT OF PARK ALONG SHAMSHABAD-LATERI RAOD AT LATERI, DIST VIDISHA UNDER AMRUT 2.0 SCHEME: [1020, 2033, 1312, 2052]
scindia-body-2: कर रहा है और यही इनका असली चेहरा है। उन्होंने कहा कि जी-20 की तैयारियां 8, 9, 10 सितंबर तक सीमित नहीं रहा है, ये पूरा वर्ष भारत की अध्यक्षता कर रहा है और प्रधानमंत्री स्वयं रूचि ले रहे हैं और पूर्व में अंतर्राष्ट्रीय कार्यक्रम दिल्ली-मुम्बई सहित देश के दो-तीन पुराने शहरों तक सीमित होते थे, लेकिन अब देश के 52 शहरों में हो रहे हैं, जिसमें ग्वालियर भी शामिल है। जी-20 के कार्यक्रम अंतिम श्रेणी में पहुंच गए हैं और तीन दिवसीय बैठक के लिए 7 सितंबर की रात फ्रांस, ब्राजील, इण्डोनेशिया, अमेरिका, यूके सहित सभी देशों के प्रधानमंत्री व राष्ट्रपति आने वाले हैं। इसके लिए पूरी दिल्ली सजी हुई है और आने वाले अतिथि देवो भवः की विचारधारा में हो रहे आगमन की छाप दिमाग व दिल पर लेकर जाएंगे।: [1012, 634, 1124, 1020]
chain-story: [29, 1323, 397, 1898]
brief-body: गुना। कैंट थानांतर्गत सकतपुर और फतेहगढ़ थानांतर्गत खेत पर रोड किनारे खड़ी बाइक को चोर ले गए। पुलिस के मुताबिक सकतपुर निवासी मनेश ओझा बाइक एमपी 08 जेडए 6671 से तालाब के पास खेत के बाहर रोड पर गाड़ी खड़ी की थी। वहां चोरी हो गई। इसी तरह फतेहगढ़ थानांतर्गत हमीरपुर में चतर्भुज धीमर का लड़का एवं लड़की बाइक एमपी 08एमटी 8606 से खेत गए थे। तभी किनारे पर खड़ी बाइक चोर ले गए।: [29, 698, 207, 850]
news-brief: [29, 98, 207, 1311]
chain-mobile: मो.नं. 7974345421: [29, 1484, 109, 1495]
gita-path-label: गीता पाठ: [221, 98, 309, 132]
weapons-body: ग्वालियर। विगत दिनों हथियार के साथ फोटो अपलोड करने वाले दो संदिग्धों के फोटो पुलिस को मिले थे। इन फोटो पर पनिहार और गिरवाई थाना पुलिस ने कार्रवाई करते हुए दो नाबालिगों को पकड़ा है। इनके कब्जे से पुलिस ने पिस्टल और कट्टा बरामद किया है। कार्रवाई में पनिहार थाना प्रभारी विदिता डागर ने नाथों का पुरा से नाबालिग को कट्टे व तीन कारतूस के साथ पकड़ा है। वहीं गिरवाई थाना प्रभारी प्रीति भार्गव ने अपनी टीम के साथ गोकुलपुर पहाड़ी मन्दिर के पास से एक नाबालिग को कमर में पिस्टल लगाये हुए दबोचा है। जिसके कब्जे से मैगजीन में एक जिंदा राउंड भी बरामद हुआ है।: [877, 185, 1118, 338]
politics-items: [1147, 281, 1510, 503]
inset-photo: [604, 2254, 638, 2294]
railway-notice-line: [1150, 1449, 1510, 1460]
quote-person-photo: [696, 991, 759, 1054]
bureaucracy-body: Applications /nominations have been invited by 28 September by the Selection Committee of the Lokpal for preparation of panel of names for consideration for appointment as Chairperson and Members of Lokpal.: [1147, 769, 1510, 834]
column-rule: [597, 1323, 598, 1898]
chhatarpur-photo-2: [420, 2024, 592, 2203]
bureaucracy-body: Jai Prakash Dwivedi, Director (Technical), Western Coalfields Limited, is in the race for the post of Chairman-cum-Managing Director, Mahanadi Coalfields Limited (MCL).: [1147, 1209, 1510, 1257]
component: 2. Grassing, Plantation (Seasonal plants) and Benches.: [1012, 2063, 1320, 2074]
svanidhi-body-1: पीएम स्वनिधि योजना में ज्यादा से ज्यादा लोगों को 10-10 हजार के लोन दिलाने के लिए, निगम अधिकारियों ने बैंकों के जिला समन्वयकों के साथ समीक्षा बैठक की। जिसमें 30 सितंबर तक बैंकों को 20 हजार प्रकरण स्वीकृत करने के निर्देश दिए। गुरुवार को शाम निगम मुख्यालय सिटी सेंटर पर आयोजित समीक्षा बैठक में उपायुक्त डॉ. प्रदीप श्रीवास्तव ने बताया कि पीएम स्वनिधि योजना में 10 हजार का लोन अधिकतम चलाकर फुटपाथ व्यवसायियों, ठेले वालों तथा छोटे व्यवसायियों को ऋण उपलब्ध कराया। उन्होंने बताया कि नगर निगम ग्वालियर: [604, 1439, 716, 1735]
